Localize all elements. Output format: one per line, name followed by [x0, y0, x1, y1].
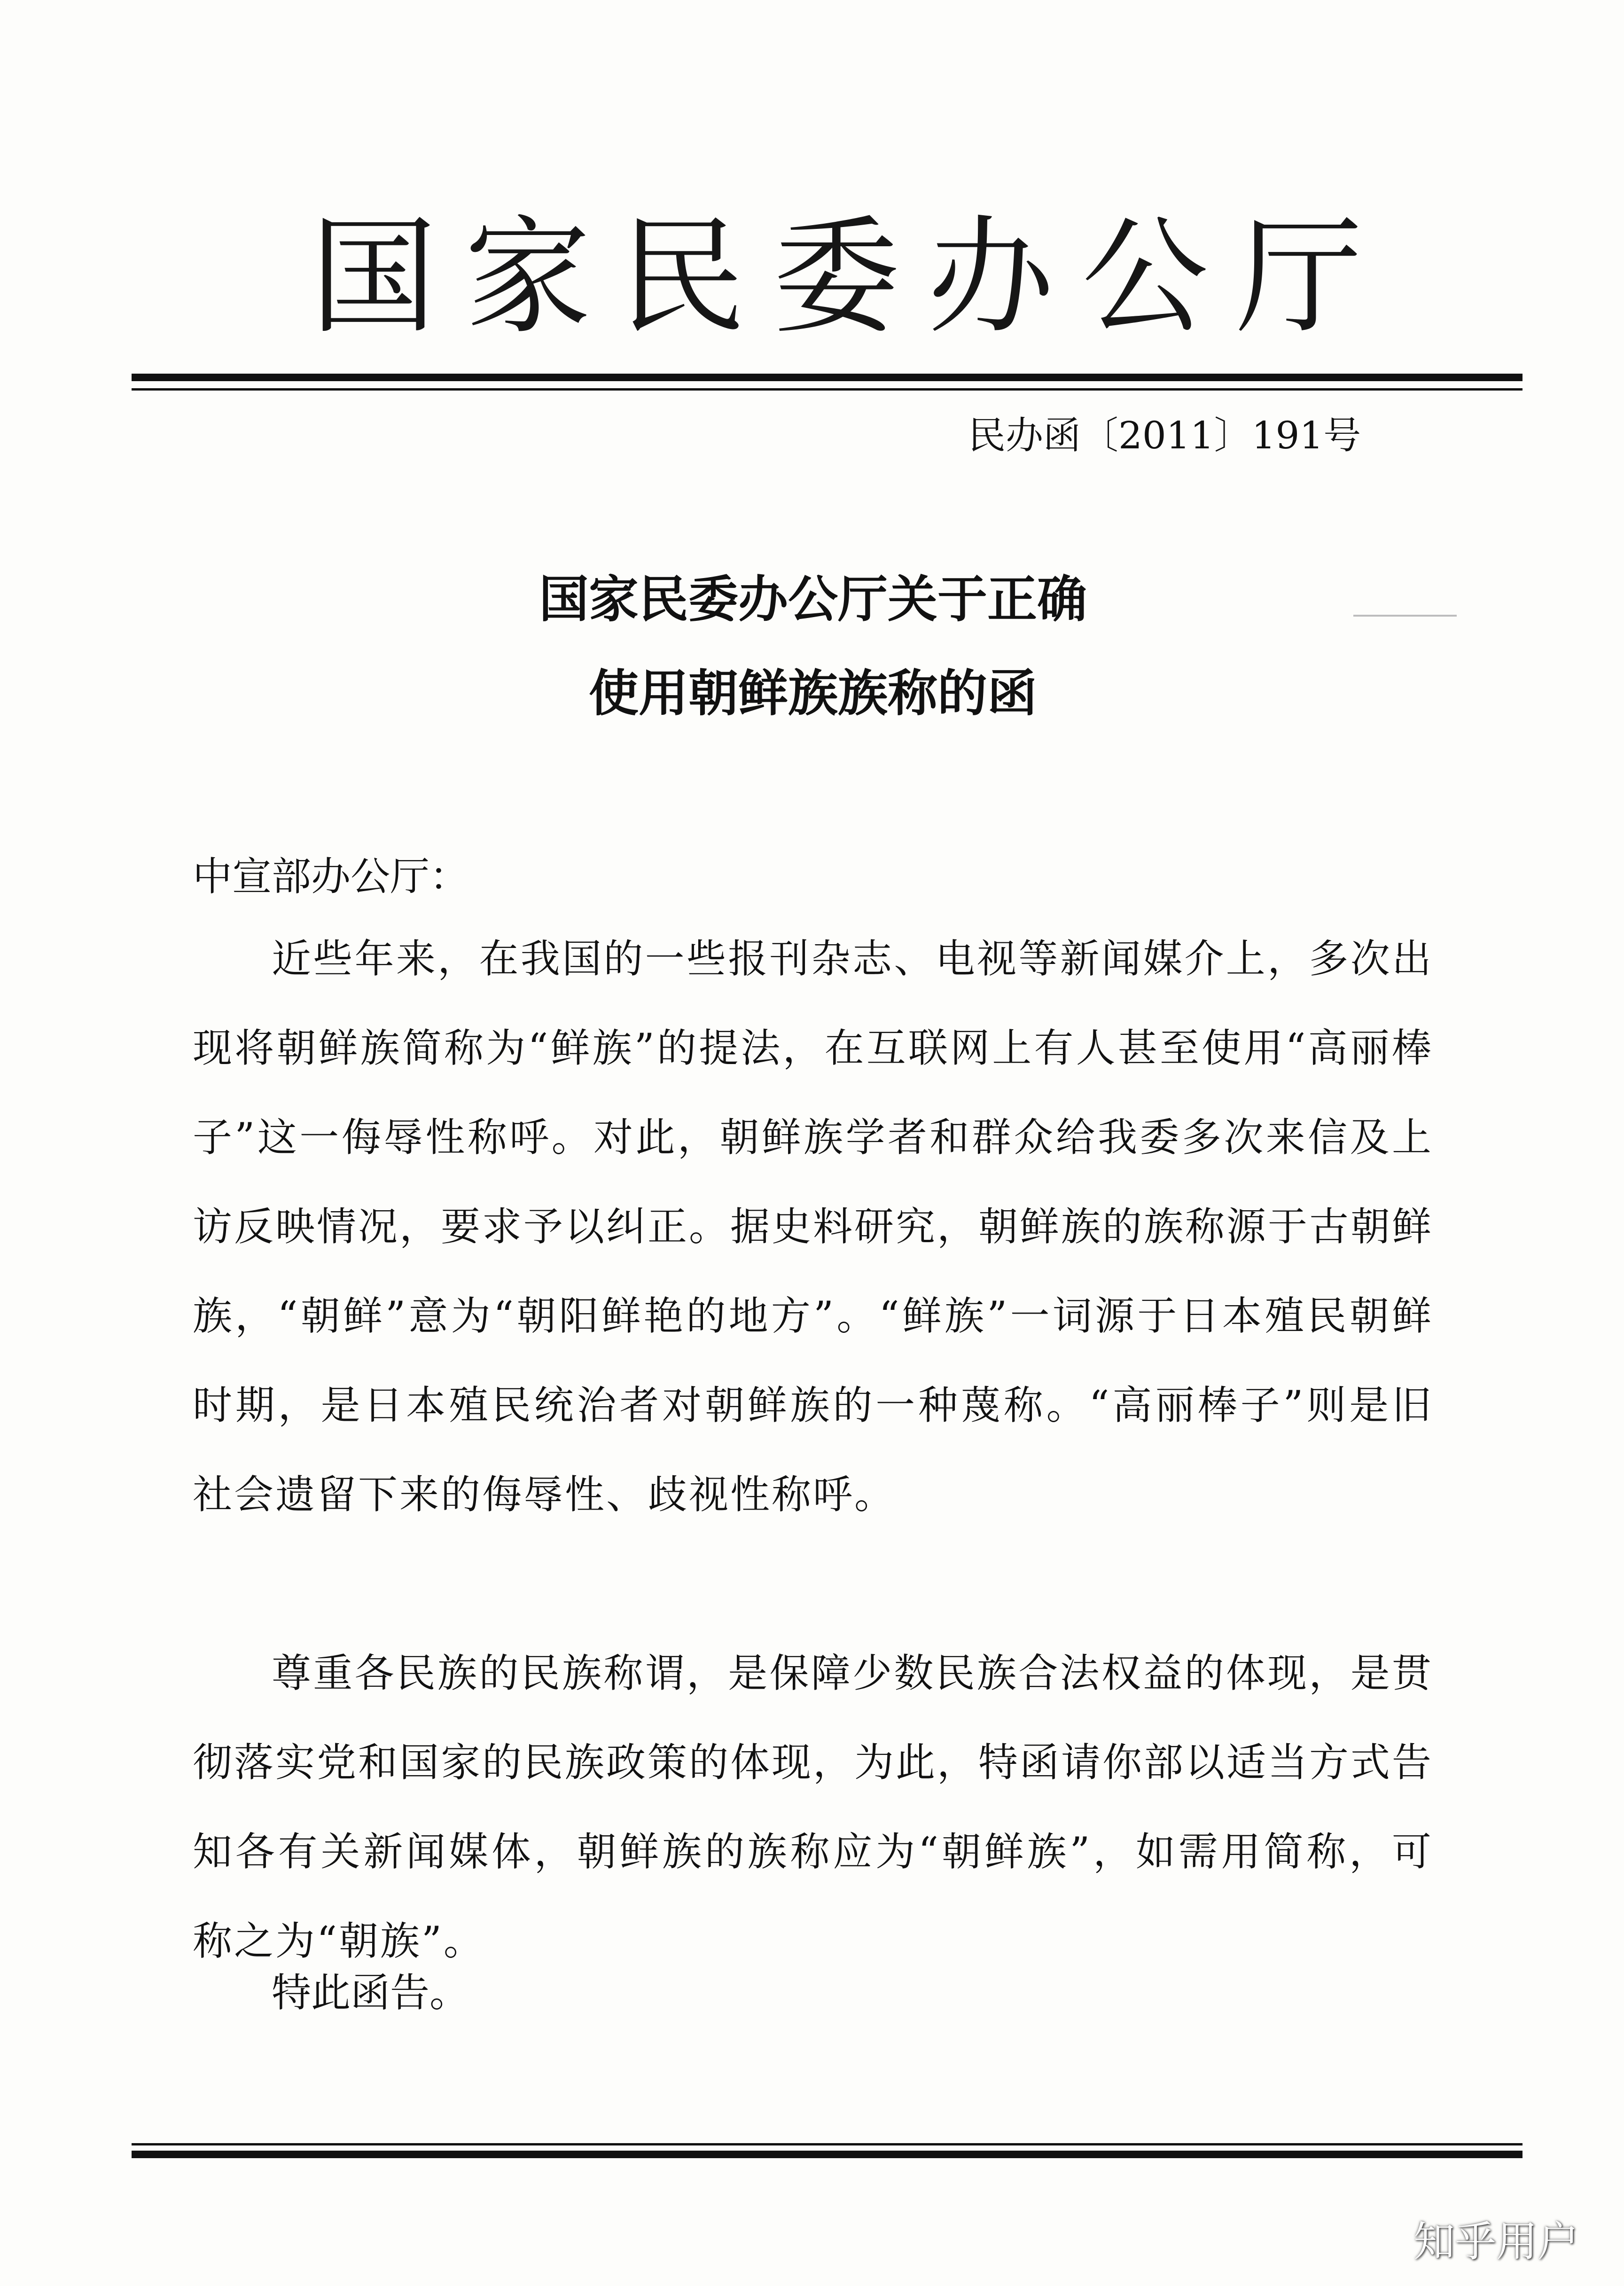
issuing-organization-header	[310, 197, 1363, 357]
body-paragraph: 尊重各民族的民族称谓，是保障少数民族合法权益的体现，是贯彻落实党和国家的民族政策的体现，为此，特函请你部以适当方式告知各有关新闻媒体，朝鲜族的族称应为“朝鲜族”，如需用简称，可称之为“朝族”。	[193, 1650, 1434, 1964]
watermark: 知乎用户	[1413, 2217, 1579, 2266]
footer-divider-thick	[132, 2151, 1522, 2158]
header-char: 办	[927, 203, 1054, 351]
footer-divider-thin	[132, 2143, 1522, 2145]
header-char: 公	[1081, 203, 1209, 351]
body-paragraph: 近些年来，在我国的一些报刊杂志、电视等新闻媒介上，多次出现将朝鲜族简称为“鲜族”的提法，在互联网上有人甚至使用“高丽棒子”这一侮辱性称呼。对此，朝鲜族学者和群众给我委多次来信及上访反映情况，要求予以纠正。据史料研究，朝鲜族的族称源于古朝鲜族，“朝鲜”意为“朝阳鲜艳的地方”。“鲜族”一词源于日本殖民朝鲜时期，是日本殖民统治者对朝鲜族的一种蔑称。“高丽棒子”则是旧社会遗留下来的侮辱性、歧视性称呼。	[193, 936, 1434, 1518]
document-title-line-1: 国家民委办公厅关于正确	[539, 570, 1087, 628]
document-number: 民办函〔2011〕191号	[968, 414, 1361, 457]
header-divider-thin	[132, 388, 1522, 391]
header-char: 家	[464, 203, 592, 351]
closing-line: 特此函告。	[272, 1970, 469, 2016]
header-char: 民	[618, 203, 746, 351]
document-title	[329, 552, 1297, 740]
document-title-line-2: 使用朝鲜族族称的函	[589, 664, 1037, 722]
header-char: 委	[773, 203, 900, 351]
scan-mark	[1353, 615, 1457, 617]
header-divider-thick	[132, 374, 1522, 381]
header-char: 厅	[1235, 203, 1363, 351]
header-char: 国	[310, 203, 437, 351]
salutation: 中宣部办公厅：	[193, 853, 469, 900]
